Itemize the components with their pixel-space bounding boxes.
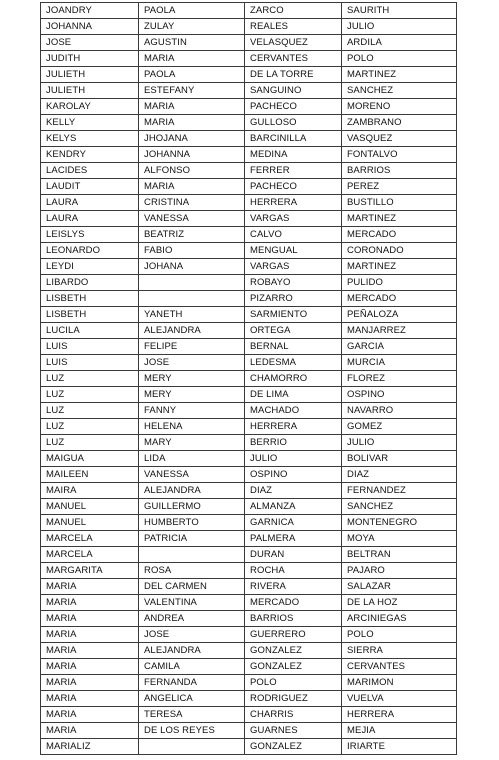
first-name-cell: MARIA	[41, 627, 139, 643]
table-row	[41, 419, 457, 435]
surname-2-cell: MERCADO	[342, 227, 457, 243]
first-name-cell: MARGARITA	[41, 563, 139, 579]
first-name-cell: LUIS	[41, 339, 139, 355]
middle-name-cell: JOSE	[139, 627, 245, 643]
surname-2-cell: SANCHEZ	[342, 499, 457, 515]
first-name-cell: LAURA	[41, 195, 139, 211]
table-row	[41, 179, 457, 195]
surname-1-cell: DE LA TORRE	[245, 67, 342, 83]
middle-name-cell: JOSE	[139, 355, 245, 371]
surname-1-cell: GONZALEZ	[245, 659, 342, 675]
surname-1-cell: ORTEGA	[245, 323, 342, 339]
table-row	[41, 547, 457, 563]
table-row	[41, 115, 457, 131]
middle-name-cell: VANESSA	[139, 467, 245, 483]
first-name-cell: JOANDRY	[41, 3, 139, 19]
first-name-cell: MARIA	[41, 707, 139, 723]
surname-2-cell: MARTINEZ	[342, 259, 457, 275]
middle-name-cell: ALEJANDRA	[139, 483, 245, 499]
surname-2-cell: CORONADO	[342, 243, 457, 259]
name-list-sheet	[40, 2, 456, 755]
first-name-cell: LUZ	[41, 435, 139, 451]
surname-2-cell: PAJARO	[342, 563, 457, 579]
table-row	[41, 499, 457, 515]
surname-1-cell: ALMANZA	[245, 499, 342, 515]
surname-2-cell: ARCINIEGAS	[342, 611, 457, 627]
table-row	[41, 643, 457, 659]
surname-1-cell: GONZALEZ	[245, 739, 342, 755]
surname-1-cell: PALMERA	[245, 531, 342, 547]
first-name-cell: LISBETH	[41, 291, 139, 307]
middle-name-cell: MARIA	[139, 115, 245, 131]
names-table-body	[41, 3, 457, 755]
surname-2-cell: SAURITH	[342, 3, 457, 19]
first-name-cell: LUZ	[41, 419, 139, 435]
surname-2-cell: FERNANDEZ	[342, 483, 457, 499]
middle-name-cell: ZULAY	[139, 19, 245, 35]
first-name-cell: LUZ	[41, 371, 139, 387]
surname-1-cell: FERRER	[245, 163, 342, 179]
first-name-cell: MARIA	[41, 691, 139, 707]
surname-1-cell: CERVANTES	[245, 51, 342, 67]
middle-name-cell: YANETH	[139, 307, 245, 323]
first-name-cell: LEISLYS	[41, 227, 139, 243]
first-name-cell: MARCELA	[41, 547, 139, 563]
middle-name-cell: FANNY	[139, 403, 245, 419]
table-row	[41, 99, 457, 115]
table-row	[41, 723, 457, 739]
middle-name-cell: VALENTINA	[139, 595, 245, 611]
table-row	[41, 563, 457, 579]
surname-1-cell: CHARRIS	[245, 707, 342, 723]
middle-name-cell: JOHANNA	[139, 147, 245, 163]
table-row	[41, 371, 457, 387]
surname-1-cell: PIZARRO	[245, 291, 342, 307]
middle-name-cell: PAOLA	[139, 3, 245, 19]
table-row	[41, 83, 457, 99]
surname-2-cell: MORENO	[342, 99, 457, 115]
surname-1-cell: RIVERA	[245, 579, 342, 595]
table-row	[41, 531, 457, 547]
surname-2-cell: FLOREZ	[342, 371, 457, 387]
surname-2-cell: BOLIVAR	[342, 451, 457, 467]
table-row	[41, 467, 457, 483]
first-name-cell: MAIRA	[41, 483, 139, 499]
surname-1-cell: LEDESMA	[245, 355, 342, 371]
table-row	[41, 275, 457, 291]
surname-1-cell: BARRIOS	[245, 611, 342, 627]
surname-1-cell: BARCINILLA	[245, 131, 342, 147]
surname-1-cell: ROBAYO	[245, 275, 342, 291]
surname-2-cell: JULIO	[342, 435, 457, 451]
table-row	[41, 611, 457, 627]
first-name-cell: KENDRY	[41, 147, 139, 163]
surname-1-cell: HERRERA	[245, 419, 342, 435]
surname-1-cell: SARMIENTO	[245, 307, 342, 323]
middle-name-cell: ANDREA	[139, 611, 245, 627]
table-row	[41, 355, 457, 371]
first-name-cell: LUZ	[41, 403, 139, 419]
middle-name-cell	[139, 739, 245, 755]
surname-1-cell: REALES	[245, 19, 342, 35]
surname-1-cell: DIAZ	[245, 483, 342, 499]
middle-name-cell: MARIA	[139, 99, 245, 115]
middle-name-cell: ANGELICA	[139, 691, 245, 707]
surname-1-cell: MERCADO	[245, 595, 342, 611]
surname-2-cell: MOYA	[342, 531, 457, 547]
middle-name-cell: FERNANDA	[139, 675, 245, 691]
table-row	[41, 147, 457, 163]
surname-2-cell: MANJARREZ	[342, 323, 457, 339]
middle-name-cell	[139, 275, 245, 291]
table-row	[41, 307, 457, 323]
first-name-cell: LUIS	[41, 355, 139, 371]
first-name-cell: MANUEL	[41, 515, 139, 531]
middle-name-cell: MARIA	[139, 51, 245, 67]
middle-name-cell: CRISTINA	[139, 195, 245, 211]
surname-2-cell: POLO	[342, 51, 457, 67]
table-row	[41, 515, 457, 531]
middle-name-cell: BEATRIZ	[139, 227, 245, 243]
middle-name-cell: ALEJANDRA	[139, 643, 245, 659]
first-name-cell: LIBARDO	[41, 275, 139, 291]
middle-name-cell: JHOJANA	[139, 131, 245, 147]
surname-2-cell: MARIMON	[342, 675, 457, 691]
middle-name-cell: MERY	[139, 371, 245, 387]
middle-name-cell: ALFONSO	[139, 163, 245, 179]
surname-2-cell: POLO	[342, 627, 457, 643]
surname-2-cell: MERCADO	[342, 291, 457, 307]
middle-name-cell: ALEJANDRA	[139, 323, 245, 339]
surname-1-cell: BERNAL	[245, 339, 342, 355]
surname-2-cell: OSPINO	[342, 387, 457, 403]
names-table	[40, 2, 457, 755]
surname-1-cell: GARNICA	[245, 515, 342, 531]
table-row	[41, 35, 457, 51]
first-name-cell: LAUDIT	[41, 179, 139, 195]
surname-1-cell: DURAN	[245, 547, 342, 563]
surname-2-cell: MARTINEZ	[342, 67, 457, 83]
first-name-cell: JULIETH	[41, 83, 139, 99]
middle-name-cell: FELIPE	[139, 339, 245, 355]
surname-2-cell: ZAMBRANO	[342, 115, 457, 131]
first-name-cell: LACIDES	[41, 163, 139, 179]
first-name-cell: KELLY	[41, 115, 139, 131]
middle-name-cell: ROSA	[139, 563, 245, 579]
table-row	[41, 259, 457, 275]
surname-1-cell: MEDINA	[245, 147, 342, 163]
surname-1-cell: DE LIMA	[245, 387, 342, 403]
table-row	[41, 227, 457, 243]
first-name-cell: MARIA	[41, 723, 139, 739]
middle-name-cell: FABIO	[139, 243, 245, 259]
surname-1-cell: BERRIO	[245, 435, 342, 451]
middle-name-cell	[139, 291, 245, 307]
surname-2-cell: VASQUEZ	[342, 131, 457, 147]
surname-2-cell: CERVANTES	[342, 659, 457, 675]
first-name-cell: MANUEL	[41, 499, 139, 515]
surname-2-cell: VUELVA	[342, 691, 457, 707]
first-name-cell: LUCILA	[41, 323, 139, 339]
surname-2-cell: MURCIA	[342, 355, 457, 371]
table-row	[41, 595, 457, 611]
middle-name-cell: PAOLA	[139, 67, 245, 83]
surname-1-cell: ROCHA	[245, 563, 342, 579]
table-row	[41, 387, 457, 403]
surname-2-cell: SANCHEZ	[342, 83, 457, 99]
surname-2-cell: SIERRA	[342, 643, 457, 659]
table-row	[41, 19, 457, 35]
first-name-cell: JOSE	[41, 35, 139, 51]
first-name-cell: KELYS	[41, 131, 139, 147]
surname-1-cell: CHAMORRO	[245, 371, 342, 387]
middle-name-cell: GUILLERMO	[139, 499, 245, 515]
surname-2-cell: GARCIA	[342, 339, 457, 355]
surname-1-cell: HERRERA	[245, 195, 342, 211]
table-row	[41, 739, 457, 755]
surname-1-cell: VELASQUEZ	[245, 35, 342, 51]
first-name-cell: MAILEEN	[41, 467, 139, 483]
table-row	[41, 67, 457, 83]
surname-2-cell: PEREZ	[342, 179, 457, 195]
table-row	[41, 339, 457, 355]
middle-name-cell: ESTEFANY	[139, 83, 245, 99]
middle-name-cell: HELENA	[139, 419, 245, 435]
middle-name-cell: CAMILA	[139, 659, 245, 675]
first-name-cell: LAURA	[41, 211, 139, 227]
first-name-cell: MARIA	[41, 611, 139, 627]
surname-2-cell: MONTENEGRO	[342, 515, 457, 531]
first-name-cell: LISBETH	[41, 307, 139, 323]
table-row	[41, 195, 457, 211]
first-name-cell: LUZ	[41, 387, 139, 403]
surname-2-cell: BELTRAN	[342, 547, 457, 563]
middle-name-cell: AGUSTIN	[139, 35, 245, 51]
surname-1-cell: OSPINO	[245, 467, 342, 483]
surname-1-cell: GUARNES	[245, 723, 342, 739]
table-row	[41, 163, 457, 179]
first-name-cell: MARIA	[41, 595, 139, 611]
surname-2-cell: NAVARRO	[342, 403, 457, 419]
surname-2-cell: BARRIOS	[342, 163, 457, 179]
table-row	[41, 707, 457, 723]
table-row	[41, 131, 457, 147]
table-row	[41, 243, 457, 259]
table-row	[41, 579, 457, 595]
surname-2-cell: PULIDO	[342, 275, 457, 291]
surname-2-cell: MEJIA	[342, 723, 457, 739]
middle-name-cell: DE LOS REYES	[139, 723, 245, 739]
surname-1-cell: SANGUINO	[245, 83, 342, 99]
surname-1-cell: MACHADO	[245, 403, 342, 419]
first-name-cell: JOHANNA	[41, 19, 139, 35]
surname-1-cell: POLO	[245, 675, 342, 691]
table-row	[41, 3, 457, 19]
middle-name-cell: LIDA	[139, 451, 245, 467]
surname-2-cell: MARTINEZ	[342, 211, 457, 227]
surname-1-cell: VARGAS	[245, 259, 342, 275]
table-row	[41, 51, 457, 67]
first-name-cell: MARIA	[41, 579, 139, 595]
surname-1-cell: RODRIGUEZ	[245, 691, 342, 707]
surname-2-cell: ARDILA	[342, 35, 457, 51]
first-name-cell: JULIETH	[41, 67, 139, 83]
first-name-cell: LEONARDO	[41, 243, 139, 259]
surname-1-cell: GONZALEZ	[245, 643, 342, 659]
first-name-cell: LEYDI	[41, 259, 139, 275]
first-name-cell: MAIGUA	[41, 451, 139, 467]
first-name-cell: MARIALIZ	[41, 739, 139, 755]
surname-1-cell: GULLOSO	[245, 115, 342, 131]
middle-name-cell: JOHANA	[139, 259, 245, 275]
first-name-cell: MARIA	[41, 643, 139, 659]
surname-2-cell: JULIO	[342, 19, 457, 35]
table-row	[41, 659, 457, 675]
surname-1-cell: VARGAS	[245, 211, 342, 227]
surname-1-cell: CALVO	[245, 227, 342, 243]
first-name-cell: KAROLAY	[41, 99, 139, 115]
surname-1-cell: PACHECO	[245, 99, 342, 115]
middle-name-cell: VANESSA	[139, 211, 245, 227]
first-name-cell: MARIA	[41, 659, 139, 675]
middle-name-cell: DEL CARMEN	[139, 579, 245, 595]
surname-2-cell: BUSTILLO	[342, 195, 457, 211]
middle-name-cell: MERY	[139, 387, 245, 403]
surname-1-cell: PACHECO	[245, 179, 342, 195]
table-row	[41, 691, 457, 707]
surname-2-cell: IRIARTE	[342, 739, 457, 755]
surname-2-cell: FONTALVO	[342, 147, 457, 163]
first-name-cell: MARCELA	[41, 531, 139, 547]
surname-2-cell: DIAZ	[342, 467, 457, 483]
table-row	[41, 483, 457, 499]
table-row	[41, 451, 457, 467]
middle-name-cell: MARIA	[139, 179, 245, 195]
surname-2-cell: GOMEZ	[342, 419, 457, 435]
surname-2-cell: SALAZAR	[342, 579, 457, 595]
table-row	[41, 403, 457, 419]
table-row	[41, 675, 457, 691]
first-name-cell: JUDITH	[41, 51, 139, 67]
middle-name-cell: MARY	[139, 435, 245, 451]
table-row	[41, 627, 457, 643]
surname-2-cell: DE LA HOZ	[342, 595, 457, 611]
table-row	[41, 435, 457, 451]
table-row	[41, 291, 457, 307]
table-row	[41, 211, 457, 227]
surname-2-cell: PEÑALOZA	[342, 307, 457, 323]
surname-1-cell: JULIO	[245, 451, 342, 467]
first-name-cell: MARIA	[41, 675, 139, 691]
surname-2-cell: HERRERA	[342, 707, 457, 723]
table-row	[41, 323, 457, 339]
middle-name-cell: TERESA	[139, 707, 245, 723]
middle-name-cell: HUMBERTO	[139, 515, 245, 531]
surname-1-cell: ZARCO	[245, 3, 342, 19]
middle-name-cell	[139, 547, 245, 563]
middle-name-cell: PATRICIA	[139, 531, 245, 547]
surname-1-cell: GUERRERO	[245, 627, 342, 643]
surname-1-cell: MENGUAL	[245, 243, 342, 259]
